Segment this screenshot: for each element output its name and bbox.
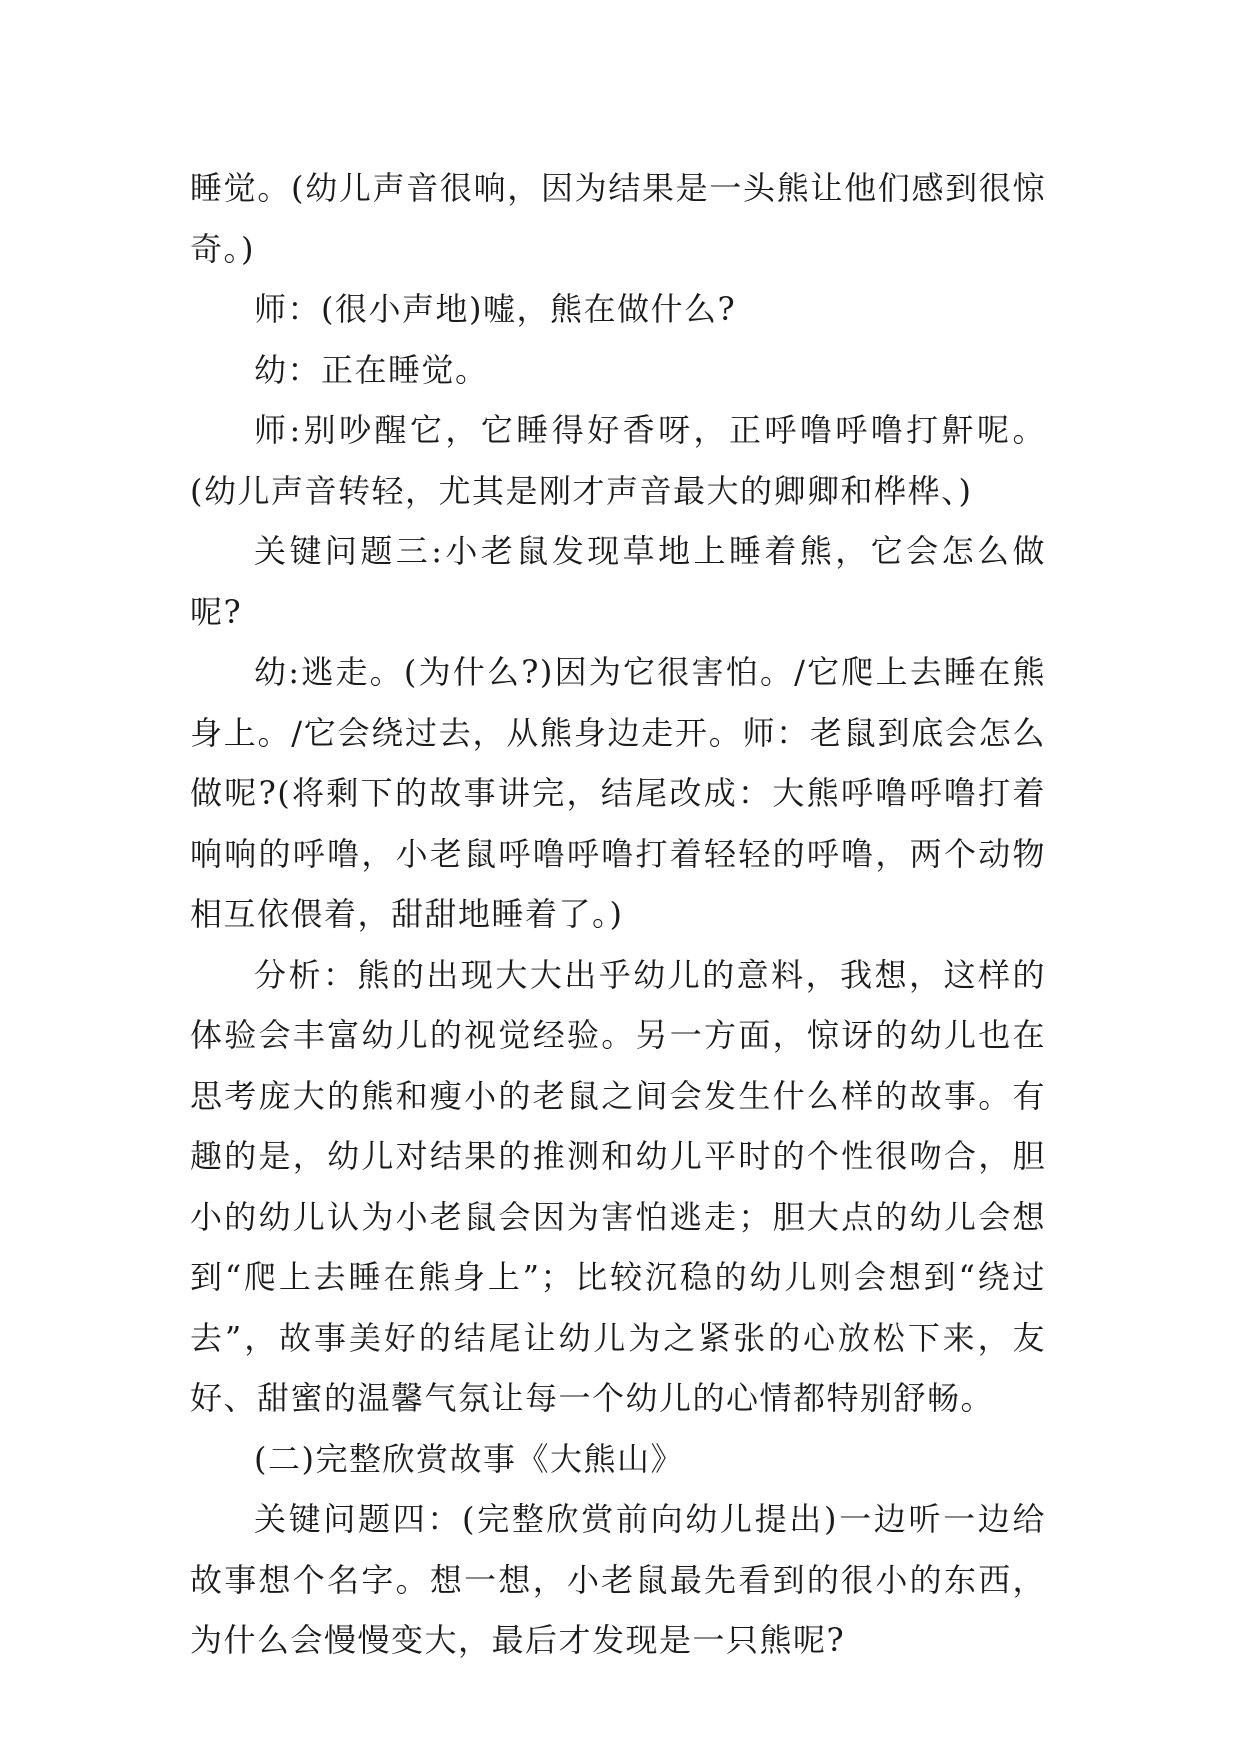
paragraph-teacher-remark: 师:别吵醒它，它睡得好香呀，正呼噜呼噜打鼾呢。(幼儿声音转轻，尤其是刚才声音最大的卿卿和桦桦、) bbox=[190, 411, 1046, 510]
paragraph-analysis: 分析：熊的出现大大出乎幼儿的意料，我想，这样的体验会丰富幼儿的视觉经验。另一方面，惊讶的幼儿也在思考庞大的熊和瘦小的老鼠之间会发生什么样的故事。有趣的是，幼儿对结果的推测和幼儿平时的个性很吻合，胆小的幼儿认为小老鼠会因为害怕逃走；胆大点的幼儿会想到“爬上去睡在熊身上”；比较沉稳的幼儿则会想到“绕过去”，故事美好的结尾让幼儿为之紧张的心放松下来，友好、甜蜜的温馨气氛让每一个幼儿的心情都特别舒畅。 bbox=[190, 955, 1046, 1417]
document-body bbox=[190, 158, 1046, 1671]
section-heading: (二)完整欣赏故事《大熊山》 bbox=[254, 1439, 684, 1478]
paragraph-teacher-question: 师：(很小声地)嘘，熊在做什么? bbox=[254, 290, 737, 328]
paragraph-continuation: 睡觉。(幼儿声音很响，因为结果是一头熊让他们感到很惊奇。) bbox=[190, 169, 1046, 268]
paragraph-key-question-four: 关键问题四：(完整欣赏前向幼儿提出)一边听一边给故事想个名字。想一想，小老鼠最先看到的很小的东西，为什么会慢慢变大，最后才发现是一只熊呢? bbox=[190, 1500, 1046, 1659]
paragraph-key-question-three: 关键问题三:小老鼠发现草地上睡着熊，它会怎么做呢? bbox=[190, 532, 1046, 631]
paragraph-child-responses: 幼:逃走。(为什么?)因为它很害怕。/它爬上去睡在熊身上。/它会绕过去，从熊身边走开。师：老鼠到底会怎么做呢?(将剩下的故事讲完，结尾改成：大熊呼噜呼噜打着响响的呼噜，小老鼠呼噜呼噜打着轻轻的呼噜，两个动物相互依偎着，甜甜地睡着了。) bbox=[190, 653, 1046, 933]
paragraph-child-answer: 幼：正在睡觉。 bbox=[254, 350, 489, 389]
